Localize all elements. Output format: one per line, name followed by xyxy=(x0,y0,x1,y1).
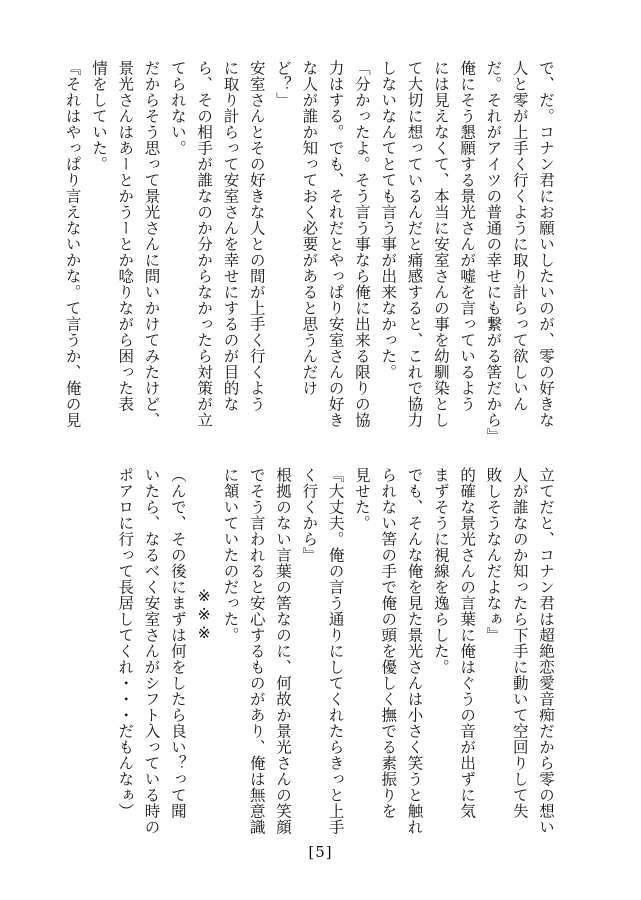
text-line: ど？」 xyxy=(274,60,293,108)
text-line: ポアロに行って長居してくれ・・・だもんなぁ） xyxy=(116,467,135,819)
text-line: 俺にそう懇願する景光さんが嘘を言っているよう xyxy=(458,60,477,412)
text-line: 人と零が上手く行くように取り計らって欲しいん xyxy=(510,60,529,412)
text-line: でも、そんな俺を見た景光さんは小さく笑うと触れ xyxy=(405,467,424,835)
text-line: て大切に想っているんだと痛感すると、これで協力 xyxy=(405,60,424,428)
text-line: 根拠のない言葉の筈なのに、何故か景光さんの笑顔 xyxy=(274,467,293,835)
text-line: 『大丈夫。俺の言う通りにしてくれたらきっと上手 xyxy=(326,467,345,835)
text-line: 立てだと、コナン君は超絶恋愛音痴だから零の想い xyxy=(537,467,555,835)
text-line: く行くから』 xyxy=(300,467,319,563)
page-number: [5] xyxy=(308,843,333,861)
text-line: でそう言われると安心するものがあり、俺は無意識 xyxy=(247,467,266,835)
text-line: で、だ。コナン君にお願いしたいのが、零の好きな xyxy=(537,60,555,428)
text-line: 敗しそうなんだよなぁ』 xyxy=(484,467,503,643)
text-line: 力はする。でも、それだとやっぱり安室さんの好き xyxy=(326,60,345,428)
text-line: られない筈の手で俺の頭を優しく撫でる素振りを xyxy=(379,467,398,819)
text-line: てられない。 xyxy=(168,60,187,156)
text-line: 見せた。 xyxy=(352,467,371,531)
text-line: には見えなくて、本当に安室さんの事を幼馴染とし xyxy=(431,60,450,428)
text-line: だ。それがアイツの普通の幸せにも繋がる筈だから』 xyxy=(484,60,503,444)
text-line: 的確な景光さんの言葉に俺はぐうの音が出ずに気 xyxy=(458,467,477,819)
text-line: に取り計らって安室さんを幸せにするのが目的な xyxy=(221,60,240,412)
upper-text-block xyxy=(63,60,559,460)
text-line: だからそう思って景光さんに問いかけてみたけど、 xyxy=(142,60,161,428)
text-line: ら、その相手が誰なのか分からなかったら対策が立 xyxy=(195,60,214,428)
text-line: に頷いていたのだった。 xyxy=(221,467,240,643)
text-line: （んで、その後にまずは何をしたら良い？って聞 xyxy=(168,467,187,819)
text-line: 人が誰なのか知ったら下手に動いて空回りして失 xyxy=(510,467,529,819)
text-line: な人が誰か知っておく必要があると思うんだけ xyxy=(300,60,319,396)
lower-text-block xyxy=(79,467,559,837)
text-line: 「分かったよ。そう言う事なら俺に出来る限りの協 xyxy=(352,60,371,428)
text-line: いたら、なるべく安室さんがシフト入っている時の xyxy=(142,467,161,835)
text-line: 景光さんはあーとかうーとか唸りながら困った表 xyxy=(116,60,135,412)
text-line: まずそうに視線を逸らした。 xyxy=(431,467,450,675)
section-separator: ※※※ xyxy=(195,587,214,643)
text-line: しないなんてとても言う事が出来なかった。 xyxy=(379,60,398,380)
text-line: 『それはやっぱり言えないかな。て言うか、俺の見 xyxy=(63,60,82,428)
text-line: 情をしていた。 xyxy=(89,60,108,172)
text-line: 安室さんとその好きな人との間が上手く行くよう xyxy=(247,60,266,412)
